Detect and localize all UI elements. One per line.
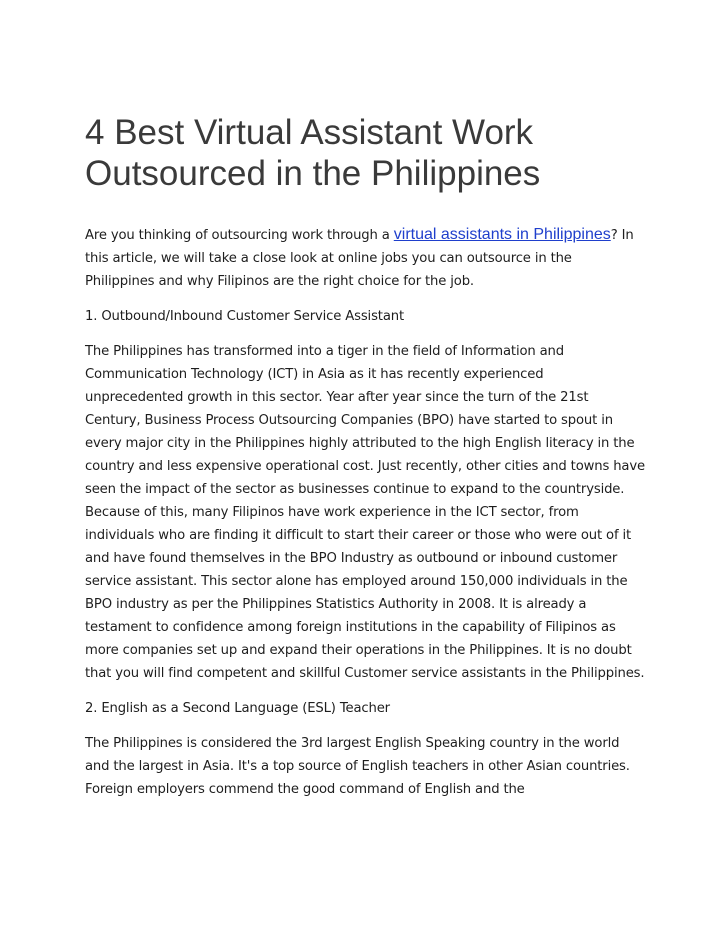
intro-text-after-link: ? In this article, we will take a close look at online jobs you can outsource in the Philippines and why Filipinos are the right choice for the job. <box>85 228 634 289</box>
section-2-paragraph: The Philippines is considered the 3rd largest English Speaking country in the world and the largest in Asia. It's a top source of English teachers in other Asian countries. Foreign employers commend the good command of English and the <box>85 736 630 797</box>
page-title: 4 Best Virtual Assistant Work Outsourced in the Philippines <box>85 113 541 193</box>
virtual-assistants-link[interactable]: virtual assistants in Philippines <box>393 226 611 243</box>
section-1-heading: 1. Outbound/Inbound Customer Service Assistant <box>85 309 404 324</box>
section-1-paragraph: The Philippines has transformed into a tiger in the field of Information and Communication Technology (ICT) in Asia as it has recently experienced unprecedented growth in this sector. Year after year since the turn of the 21st Century, Business Process Outsourcing Companies (BPO) have started to spout in every major city in the Philippines highly attributed to the high English literacy in the country and less expensive operational cost. Just recently, other cities and towns have seen the impact of the sector as businesses continue to expand to the countryside. Because of this, many Filipinos have work experience in the ICT sector, from individuals who are finding it difficult to start their career or those who were out of it and have found themselves in the BPO Industry as outbound or inbound customer service assistant. This sector alone has employed around 150,000 individuals in the BPO industry as per the Philippines Statistics Authority in 2008. It is already a testament to confidence among foreign institutions in the capability of Filipinos as more companies set up and expand their operations in the Philippines. It is no doubt that you will find competent and skillful Customer service assistants in the Philippines. <box>85 344 645 681</box>
intro-text-before-link: Are you thinking of outsourcing work through a <box>85 228 394 243</box>
intro-paragraph <box>85 223 645 293</box>
article-body <box>85 223 645 813</box>
section-2-heading: 2. English as a Second Language (ESL) Teacher <box>85 701 390 716</box>
